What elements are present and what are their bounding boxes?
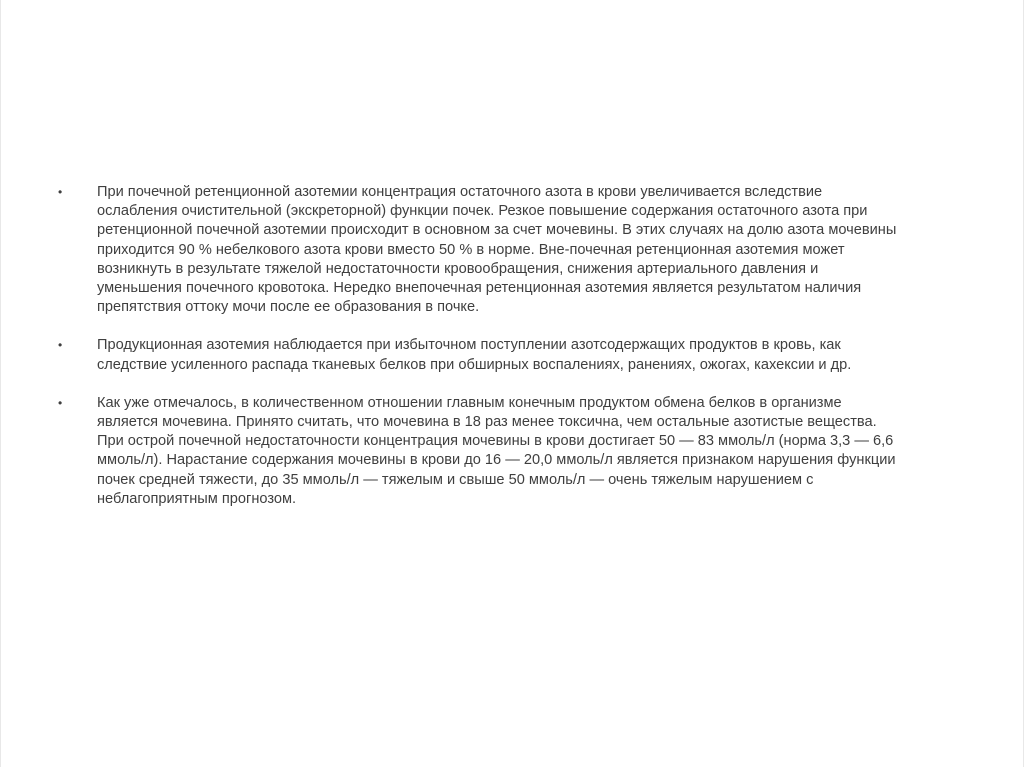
bullet-icon: •	[58, 185, 63, 199]
list-item	[58, 394, 978, 509]
list-item	[58, 183, 978, 317]
paragraph-text: Как уже отмечалось, в количественном отношении главным конечным продуктом обмена белков в организме является мочевина. Принято считать, что мочевина в 18 раз менее токсична, чем остальные азотистые вещества. При острой почечной недостаточности концентрация мочевины в крови достигает 50 — 83 ммоль/л (норма 3,3 — 6,6 ммоль/л). Нарастание содержания мочевины в крови до 16 — 20,0 ммоль/л является признаком нарушения функции почек средней тяжести, до 35 ммоль/л — тяжелым и свыше 50 ммоль/л — очень тяжелым нарушением с неблагоприятным прогнозом.	[97, 394, 896, 507]
paragraph-text: Продукционная азотемия наблюдается при избыточном поступлении азотсодержащих продуктов в кровь, как следствие усиленного распада тканевых белков при обширных воспалениях, ранениях, ожогах, кахексии и др.	[97, 337, 852, 373]
bullet-icon: •	[58, 338, 63, 353]
bullet-icon: •	[58, 395, 63, 410]
paragraph-text: При почечной ретенционной азотемии концентрация остаточного азота в крови увеличивается вследствие ослабления очистительной (экскреторной) функции почек. Резкое повышение содержания остаточного азота при ретенционной почечной азотемии происходит в основном за счет мочевины. В этих случаях на долю азота мочевины приходится 90 % небелкового азота крови вместо 50 % в норме. Вне-почечная ретенционная азотемия может возникнуть в результате тяжелой недостаточности кровообращения, снижения артериального давления и уменьшения почечного кровотока. Нередко внепочечная ретенционная азотемия является результатом наличия препятствия оттоку мочи после ее образования в почке.	[97, 184, 897, 316]
list-item	[58, 336, 978, 374]
bullet-list	[58, 183, 978, 509]
